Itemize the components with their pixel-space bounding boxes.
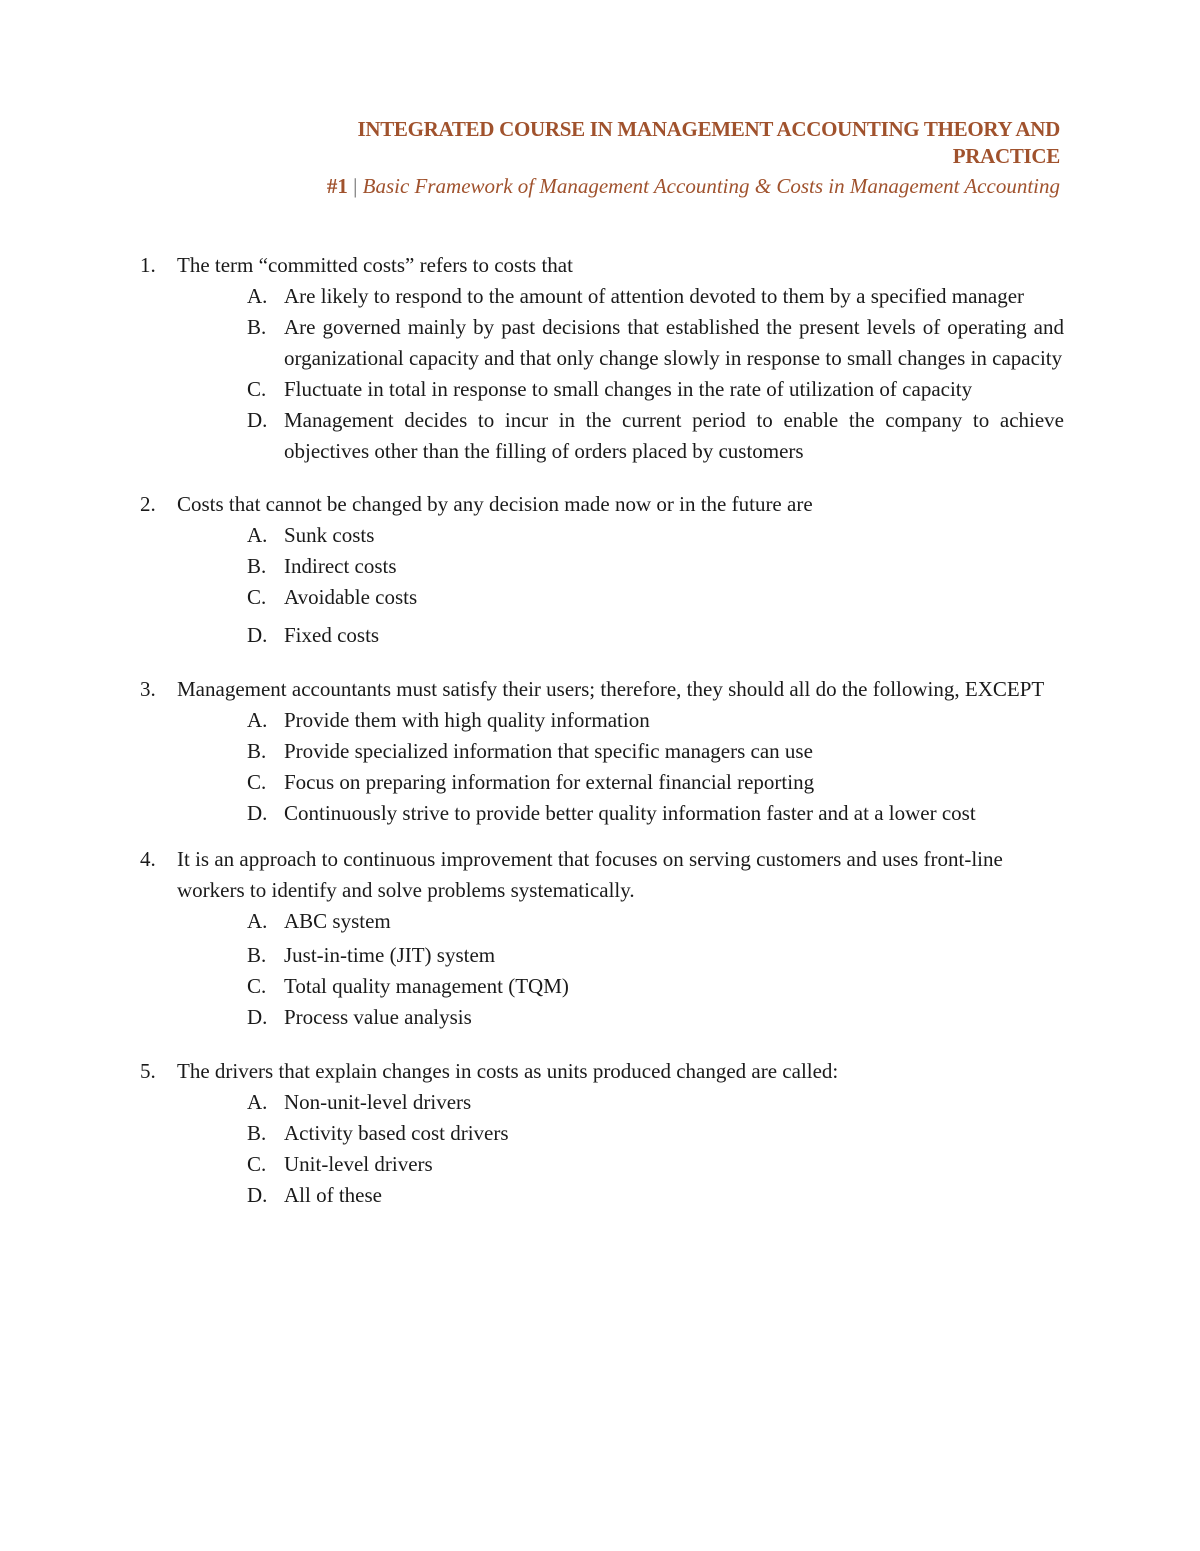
option-text: Avoidable costs <box>284 585 418 609</box>
option-text: Process value analysis <box>284 1005 472 1029</box>
question-text: The term “committed costs” refers to costs that <box>177 253 573 277</box>
option-letter: B. <box>247 315 267 339</box>
option-a <box>247 906 1064 937</box>
option-letter: D. <box>247 623 268 647</box>
option-text: ABC system <box>284 909 391 933</box>
document-header <box>140 116 1060 201</box>
option-list <box>140 906 1064 1033</box>
option-b <box>247 940 1064 971</box>
option-text: Provide them with high quality information <box>284 708 650 732</box>
lesson-topic: Basic Framework of Management Accounting & Costs in Management Accounting <box>362 174 1060 198</box>
option-text: Fluctuate in total in response to small changes in the rate of utilization of capacity <box>284 377 973 401</box>
question-number: 5. <box>140 1059 156 1083</box>
option-a <box>247 705 1064 736</box>
option-letter: C. <box>247 585 267 609</box>
option-text: Are likely to respond to the amount of attention devoted to them by a specified manager <box>284 284 1025 308</box>
course-title-line-2: PRACTICE <box>952 144 1060 168</box>
option-text: Indirect costs <box>284 554 397 578</box>
option-letter: A. <box>247 523 268 547</box>
option-d <box>247 1002 1064 1033</box>
option-b <box>247 1118 1064 1149</box>
option-letter: A. <box>247 708 268 732</box>
lesson-number: #1 <box>326 174 348 198</box>
question-3 <box>140 674 1064 829</box>
option-letter: A. <box>247 1090 268 1114</box>
option-list <box>140 705 1064 829</box>
option-letter: B. <box>247 943 267 967</box>
option-text: Continuously strive to provide better quality information faster and at a lower cost <box>284 801 976 825</box>
question-list <box>140 250 1064 1211</box>
option-d <box>247 1180 1064 1211</box>
option-c <box>247 1149 1064 1180</box>
option-letter: C. <box>247 974 267 998</box>
question-2 <box>140 489 1064 651</box>
option-letter: C. <box>247 770 267 794</box>
question-number: 2. <box>140 492 156 516</box>
option-letter: C. <box>247 1152 267 1176</box>
question-text: The drivers that explain changes in costs as units produced changed are called: <box>177 1059 839 1083</box>
question-text: It is an approach to continuous improvement that focuses on serving customers and uses front-line workers to identify and solve problems systematically. <box>177 847 1003 902</box>
option-text: Are governed mainly by past decisions that established the present levels of operating and organizational capacity and that only change slowly in response to small changes in capacity <box>284 315 1064 370</box>
question-1 <box>140 250 1064 467</box>
option-list <box>140 520 1064 651</box>
option-c <box>247 374 1064 405</box>
question-number: 4. <box>140 847 156 871</box>
course-title-line-1: INTEGRATED COURSE IN MANAGEMENT ACCOUNTING THEORY AND <box>357 117 1060 141</box>
option-text: Sunk costs <box>284 523 375 547</box>
option-a <box>247 520 1064 551</box>
option-letter: A. <box>247 284 268 308</box>
option-d <box>247 405 1064 467</box>
option-a <box>247 281 1064 312</box>
question-5 <box>140 1056 1064 1211</box>
option-b <box>247 736 1064 767</box>
option-text: All of these <box>284 1183 382 1207</box>
option-text: Unit-level drivers <box>284 1152 433 1176</box>
option-letter: A. <box>247 909 268 933</box>
option-letter: D. <box>247 1183 268 1207</box>
option-list <box>140 1087 1064 1211</box>
option-letter: B. <box>247 554 267 578</box>
option-c <box>247 582 1064 613</box>
option-text: Activity based cost drivers <box>284 1121 509 1145</box>
option-letter: B. <box>247 739 267 763</box>
option-letter: D. <box>247 1005 268 1029</box>
option-text: Total quality management (TQM) <box>284 974 569 998</box>
lesson-separator: | <box>353 174 358 198</box>
course-title <box>140 116 1060 170</box>
option-text: Focus on preparing information for external financial reporting <box>284 770 815 794</box>
option-text: Fixed costs <box>284 623 380 647</box>
option-b <box>247 312 1064 374</box>
option-letter: C. <box>247 377 267 401</box>
option-b <box>247 551 1064 582</box>
question-4 <box>140 844 1064 1033</box>
option-text: Management decides to incur in the current period to enable the company to achieve objectives other than the filling of orders placed by customers <box>284 408 1064 463</box>
question-text: Management accountants must satisfy their users; therefore, they should all do the following, EXCEPT <box>177 677 1045 701</box>
option-a <box>247 1087 1064 1118</box>
option-letter: D. <box>247 801 268 825</box>
lesson-subtitle <box>140 171 1060 201</box>
question-number: 3. <box>140 677 156 701</box>
option-text: Provide specialized information that specific managers can use <box>284 739 813 763</box>
option-c <box>247 971 1064 1002</box>
option-letter: D. <box>247 408 268 432</box>
option-list <box>140 281 1064 467</box>
question-number: 1. <box>140 253 156 277</box>
option-d <box>247 798 1064 829</box>
question-text: Costs that cannot be changed by any decision made now or in the future are <box>177 492 813 516</box>
option-text: Non-unit-level drivers <box>284 1090 472 1114</box>
option-text: Just-in-time (JIT) system <box>284 943 496 967</box>
option-letter: B. <box>247 1121 267 1145</box>
option-c <box>247 767 1064 798</box>
option-d <box>247 620 1064 651</box>
